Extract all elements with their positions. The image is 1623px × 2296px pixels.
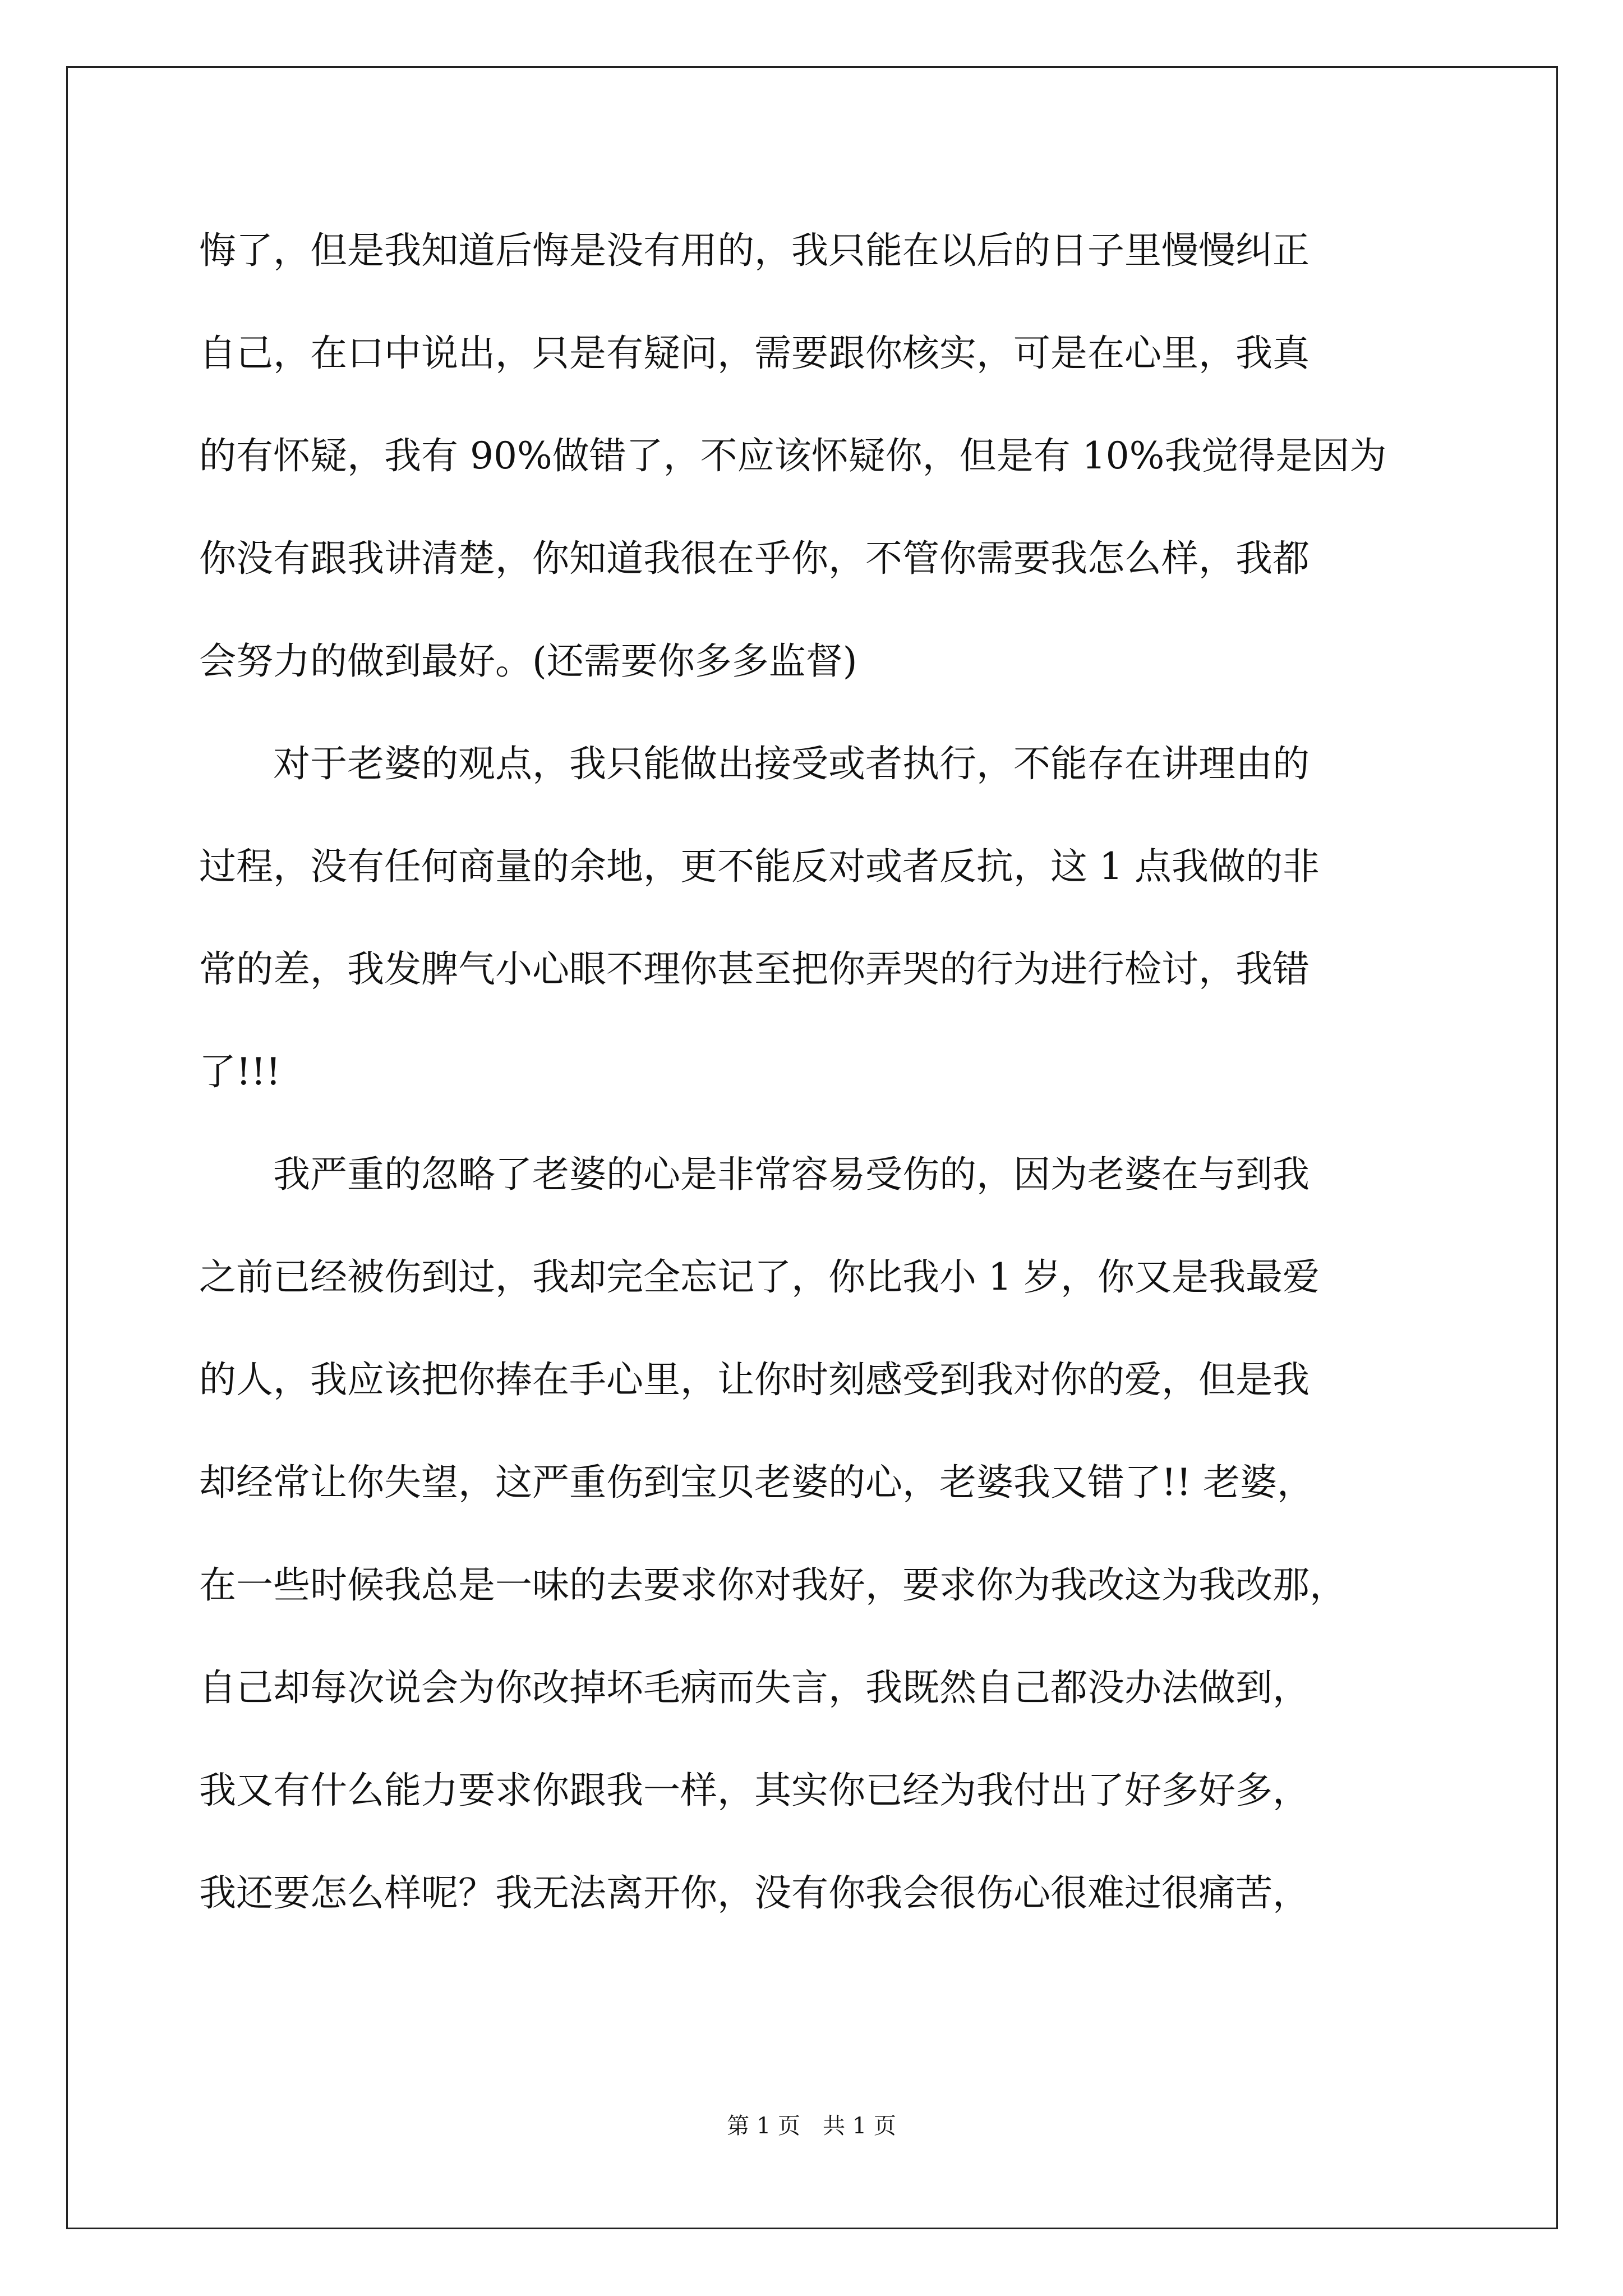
text-line-7: 过程，没有任何商量的余地，更不能反对或者反抗，这 1 点我做的非 (199, 845, 1320, 888)
document-body (199, 199, 1450, 1944)
text-line-17: 我还要怎么样呢？我无法离开你，没有你我会很伤心很难过很痛苦， (199, 1871, 1310, 1915)
text-line-9: 了!!! (199, 1050, 281, 1093)
text-line-2: 自己，在口中说出，只是有疑问，需要跟你核实，可是在心里，我真 (199, 332, 1310, 375)
text-line-3: 的有怀疑，我有 90%做错了，不应该怀疑你，但是有 10%我觉得是因为 (199, 434, 1387, 477)
text-line-15: 自己却每次说会为你改掉坏毛病而失言，我既然自己都没办法做到， (199, 1666, 1310, 1709)
text-line-5: 会努力的做到最好。(还需要你多多监督) (199, 639, 857, 683)
text-line-6: 对于老婆的观点，我只能做出接受或者执行，不能存在讲理由的 (199, 742, 1310, 785)
text-line-13: 却经常让你失望，这严重伤到宝贝老婆的心，老婆我又错了!! 老婆， (199, 1461, 1315, 1504)
text-line-16: 我又有什么能力要求你跟我一样，其实你已经为我付出了好多好多， (199, 1769, 1310, 1812)
text-line-10: 我严重的忽略了老婆的心是非常容易受伤的，因为老婆在与到我 (199, 1153, 1310, 1196)
text-line-14: 在一些时候我总是一味的去要求你对我好，要求你为我改这为我改那， (199, 1563, 1347, 1607)
page-number: 第 1 页 (727, 2113, 800, 2139)
page-total: 共 1 页 (823, 2113, 896, 2139)
text-line-11: 之前已经被伤到过，我却完全忘记了，你比我小 1 岁，你又是我最爱 (199, 1255, 1320, 1299)
text-line-4: 你没有跟我讲清楚，你知道我很在乎你，不管你需要我怎么样，我都 (199, 537, 1310, 580)
text-line-12: 的人，我应该把你捧在手心里，让你时刻感受到我对你的爱，但是我 (199, 1358, 1310, 1401)
text-line-1: 悔了，但是我知道后悔是没有用的，我只能在以后的日子里慢慢纠正 (199, 229, 1310, 272)
page-footer (0, 2109, 1623, 2143)
text-line-8: 常的差，我发脾气小心眼不理你甚至把你弄哭的行为进行检讨，我错 (199, 947, 1310, 991)
